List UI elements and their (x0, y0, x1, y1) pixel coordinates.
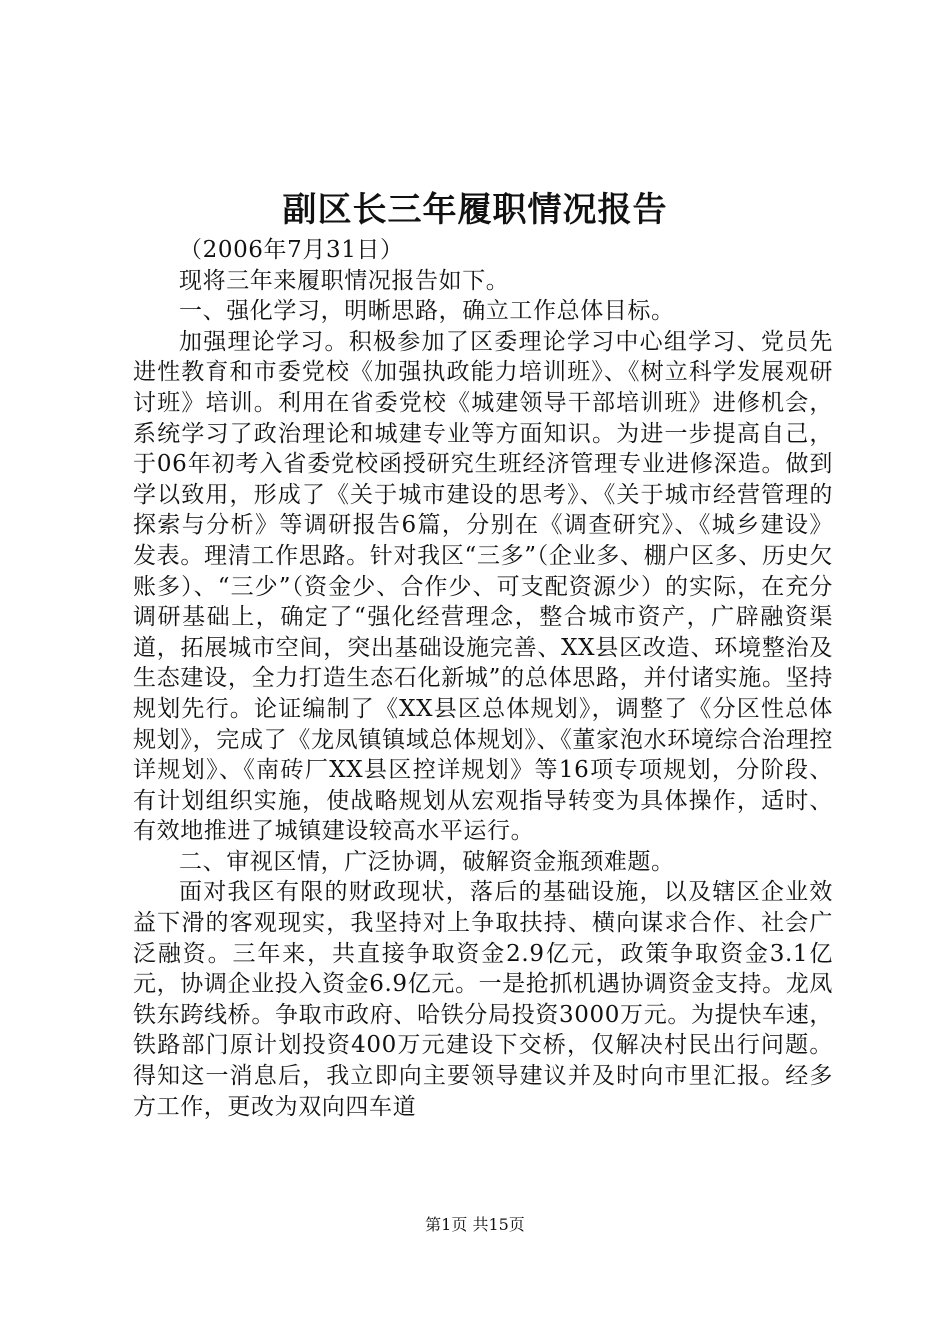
page-footer: 第1页 共15页 (425, 1215, 525, 1234)
body-paragraph: 面对我区有限的财政现状，落后的基础设施，以及辖区企业效益下滑的客观现实，我坚持对上争取扶持、横向谋求合作、社会广泛融资。三年来，共直接争取资金2.9亿元，政策争取资金3.1亿元，协调企业投入资金6.9亿元。一是抢抓机遇协调资金支持。龙凤铁东跨线桥。争取市政府、哈铁分局投资3000万元。为提快车速，铁路部门原计划投资400万元建设下交桥，仅解决村民出行问题。得知这一消息后，我立即向主要领导建议并及时向市里汇报。经多方工作，更改为双向四车道 (133, 879, 833, 1120)
date-line: （2006年7月31日） (179, 237, 404, 263)
section-heading-2: 二、审视区情，广泛协调，破解资金瓶颈难题。 (179, 848, 675, 875)
body-paragraph: 加强理论学习。积极参加了区委理论学习中心组学习、党员先进性教育和市委党校《加强执政能力培训班》、《树立科学发展观研讨班》培训。利用在省委党校《城建领导干部培训班》进修机会，系统学习了政治理论和城建专业等方面知识。为进一步提高自己，于06年初考入省委党校函授研究生班经济管理专业进修深造。做到学以致用，形成了《关于城市建设的思考》、《关于城市经营管理的探索与分析》等调研报告6篇，分别在《调查研究》、《城乡建设》发表。理清工作思路。针对我区“三多”（企业多、棚户区多、历史欠账多）、“三少”（资金少、合作少、可支配资源少）的实际，在充分调研基础上，确定了“强化经营理念，整合城市资产，广辟融资渠道，拓展城市空间，突出基础设施完善、XX县区改造、环境整治及生态建设，全力打造生态石化新城”的总体思路，并付诸实施。坚持规划先行。论证编制了《XX县区总体规划》，调整了《分区性总体规划》，完成了《龙凤镇镇域总体规划》、《董家泡水环境综合治理控详规划》、《南砖厂XX县区控详规划》等16项专项规划，分阶段、有计划组织实施，使战略规划从宏观指导转变为具体操作，适时、有效地推进了城镇建设较高水平运行。 (133, 328, 833, 845)
intro-paragraph: 现将三年来履职情况报告如下。 (179, 267, 510, 294)
document-body (133, 235, 833, 1122)
document-title: 副区长三年履职情况报告 (282, 190, 668, 230)
section-heading-1: 一、强化学习，明晰思路，确立工作总体目标。 (179, 298, 675, 325)
